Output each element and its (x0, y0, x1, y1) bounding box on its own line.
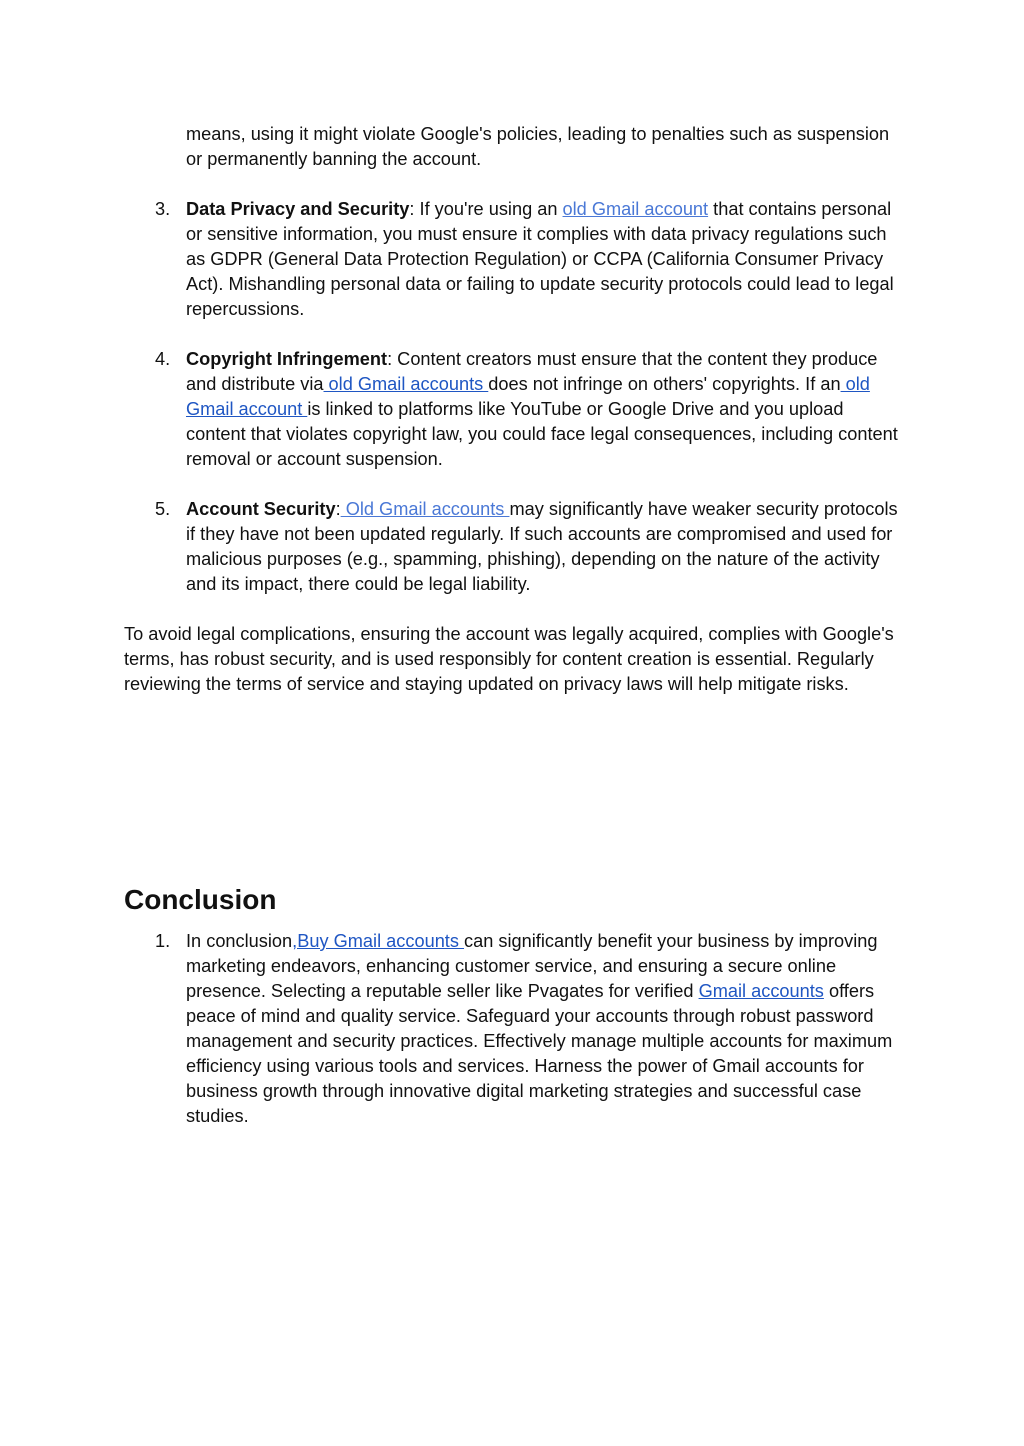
list-item-text: does not infringe on others' copyrights. If an (488, 374, 841, 394)
old-gmail-account-link[interactable]: old Gmail account (186, 374, 870, 419)
list-number-3: 3. (155, 199, 171, 219)
summary-paragraph: To avoid legal complications, ensuring the account was legally acquired, complies with Google's terms, has robust security, and is used responsibly for content creation is essential. Regularly reviewing the terms of service and staying updated on privacy laws will help mitigate risks. (124, 624, 894, 694)
old-gmail-account-link[interactable]: old Gmail account (562, 199, 709, 219)
gmail-accounts-link[interactable]: Gmail accounts (698, 981, 824, 1001)
list-number-1: 1. (155, 931, 171, 951)
list-item-copyright (186, 347, 906, 472)
list-item-title: Data Privacy and Security (186, 199, 410, 219)
conclusion-item (186, 929, 906, 1129)
old-gmail-accounts-link[interactable]: Old Gmail accounts (340, 499, 510, 519)
list-item-text: may significantly have weaker security protocols if they have not been updated regularly. If such accounts are compromised and used for malicious purposes (e.g., spamming, phishing), depending on the nature of the activity and its impact, there could be legal liability. (186, 499, 898, 594)
intro-continuation-text: means, using it might violate Google's policies, leading to penalties such as suspension or permanently banning the account. (186, 124, 890, 169)
conclusion-text: In conclusion (186, 931, 293, 951)
list-item-text: : (335, 499, 341, 519)
list-item-account-security (186, 497, 906, 597)
list-item-data-privacy (186, 197, 906, 322)
list-item-text: that contains personal or sensitive information, you must ensure it complies with data privacy regulations such as GDPR (General Data Protection Regulation) or CCPA (California Consumer Privacy Act). Mishandling personal data or failing to update security protocols could lead to legal repercussions. (186, 199, 894, 319)
conclusion-heading: Conclusion (124, 884, 277, 915)
list-item-text: : Content creators must ensure that the content they produce and distribute via (186, 349, 878, 394)
list-number-5: 5. (155, 499, 171, 519)
list-item-text: : If you're using an (409, 199, 563, 219)
conclusion-text: offers peace of mind and quality service. Safeguard your accounts through robust password management and security practices. Effectively manage multiple accounts for maximum efficiency using various tools and services. Harness the power of Gmail accounts for business growth through innovative digital marketing strategies and successful case studies. (186, 981, 893, 1126)
old-gmail-accounts-link[interactable]: old Gmail accounts (323, 374, 489, 394)
list-item-text: is linked to platforms like YouTube or Google Drive and you upload content that violates copyright law, you could face legal consequences, including content removal or account suspension. (186, 399, 898, 469)
list-number-4: 4. (155, 349, 171, 369)
list-item-title: Account Security (186, 499, 336, 519)
buy-gmail-accounts-link[interactable]: ,Buy Gmail accounts (292, 931, 465, 951)
conclusion-text: can significantly benefit your business by improving marketing endeavors, enhancing customer service, and ensuring a secure online presence. Selecting a reputable seller like Pvagates for verified (186, 931, 878, 1001)
list-item-title: Copyright Infringement (186, 349, 388, 369)
